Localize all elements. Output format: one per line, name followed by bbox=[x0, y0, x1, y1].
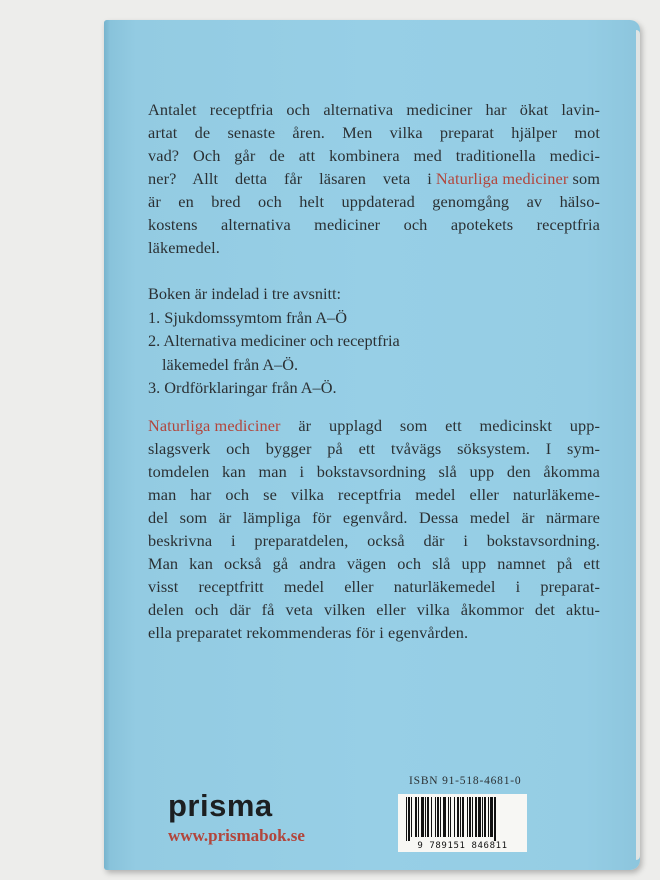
barcode-bar bbox=[440, 797, 441, 837]
barcode-bar bbox=[431, 797, 432, 837]
blurb-line: som bbox=[568, 169, 600, 188]
barcode-bars bbox=[406, 797, 519, 841]
barcode-bar bbox=[421, 797, 424, 837]
barcode-bar bbox=[406, 797, 407, 841]
blurb-line: delen och där få veta vilken eller vilka åkommor det aktu- bbox=[148, 600, 600, 619]
blurb-line: är upplagd som ett medicinskt upp- bbox=[280, 416, 600, 435]
barcode-bar bbox=[484, 797, 486, 837]
barcode-bar bbox=[435, 797, 436, 837]
blurb-line: del som är lämpliga för egenvård. Dessa medel är närmare bbox=[148, 508, 600, 527]
barcode-bar bbox=[418, 797, 419, 837]
list-intro: Boken är indelad i tre avsnitt: bbox=[148, 284, 342, 303]
barcode-bar bbox=[457, 797, 459, 837]
barcode-bar bbox=[478, 797, 481, 837]
publisher-website: www.prismabok.se bbox=[168, 826, 305, 845]
blurb-line: Antalet receptfria och alternativa mediciner har ökat lavin- bbox=[148, 100, 600, 119]
book-back-cover bbox=[104, 20, 640, 870]
blurb-line: vad? Och går de att kombinera med traditionella medici- bbox=[148, 146, 600, 165]
book-title-highlight: Naturliga mediciner bbox=[435, 169, 569, 188]
blurb-paragraph-1 bbox=[148, 98, 600, 259]
barcode-bar bbox=[425, 797, 426, 837]
blurb-line: kostens alternativa mediciner och apotekets receptfria bbox=[148, 215, 600, 234]
publisher-logo: prisma bbox=[168, 788, 273, 823]
barcode-bar bbox=[494, 797, 496, 841]
barcode-bar bbox=[450, 797, 451, 837]
list-item: 2. Alternativa mediciner och receptfria bbox=[148, 331, 400, 350]
page-edge bbox=[636, 30, 640, 860]
barcode-digits: 9 789151 846811 bbox=[417, 841, 508, 851]
blurb-line: artat de senaste åren. Men vilka preparat hjälper mot bbox=[148, 123, 600, 142]
barcode-bar bbox=[475, 797, 477, 837]
blurb-line: Man kan också gå andra vägen och slå upp namnet på ett bbox=[148, 554, 600, 573]
list-item: 1. Sjukdomssymtom från A–Ö bbox=[148, 307, 347, 327]
barcode-bar bbox=[411, 797, 412, 837]
blurb-line: läkemedel. bbox=[148, 238, 220, 257]
barcode-bar bbox=[448, 797, 449, 837]
barcode-bar bbox=[454, 797, 455, 837]
list-item-continuation: läkemedel från A–Ö. bbox=[162, 354, 299, 374]
barcode-bar bbox=[488, 797, 489, 837]
barcode-bar bbox=[467, 797, 468, 837]
barcode-bar bbox=[427, 797, 429, 837]
blurb-line: är en bred och helt uppdaterad genomgång av hälso- bbox=[148, 192, 600, 211]
barcode-bar bbox=[482, 797, 483, 837]
blurb-line: man har och se vilka receptfria medel eller naturläkeme- bbox=[148, 485, 600, 504]
blurb-line: slagsverk och bygger på ett tvåvägs söksystem. I sym- bbox=[148, 439, 600, 458]
barcode-bar bbox=[443, 797, 446, 837]
barcode-bar bbox=[437, 797, 439, 837]
barcode-bar bbox=[472, 797, 473, 837]
section-list bbox=[148, 282, 600, 400]
spine-edge bbox=[104, 20, 110, 870]
barcode-bar bbox=[415, 797, 417, 837]
blurb-line: ella preparatet rekommenderas för i egenvården. bbox=[148, 623, 469, 642]
blurb-line: ner? Allt detta får läsaren veta i bbox=[148, 169, 432, 188]
blurb-line: visst receptfritt medel eller naturläkemedel i preparat- bbox=[148, 577, 600, 596]
blurb-line-with-title bbox=[148, 167, 600, 190]
isbn-label: ISBN 91-518-4681-0 bbox=[409, 775, 522, 787]
barcode-bar bbox=[460, 797, 461, 837]
barcode-bar bbox=[469, 797, 471, 837]
barcode bbox=[398, 794, 527, 852]
barcode-bar bbox=[490, 797, 493, 837]
blurb-line-with-title bbox=[148, 414, 600, 437]
list-item: 3. Ordförklaringar från A–Ö. bbox=[148, 378, 337, 397]
barcode-bar bbox=[462, 797, 464, 837]
blurb-line: tomdelen kan man i bokstavsordning slå upp den åkomma bbox=[148, 462, 600, 481]
book-title-highlight: Naturliga mediciner bbox=[148, 416, 281, 435]
blurb-line: beskrivna i preparatdelen, också där i bokstavsordning. bbox=[148, 531, 600, 550]
barcode-bar bbox=[408, 797, 410, 841]
blurb-paragraph-3 bbox=[148, 414, 600, 644]
